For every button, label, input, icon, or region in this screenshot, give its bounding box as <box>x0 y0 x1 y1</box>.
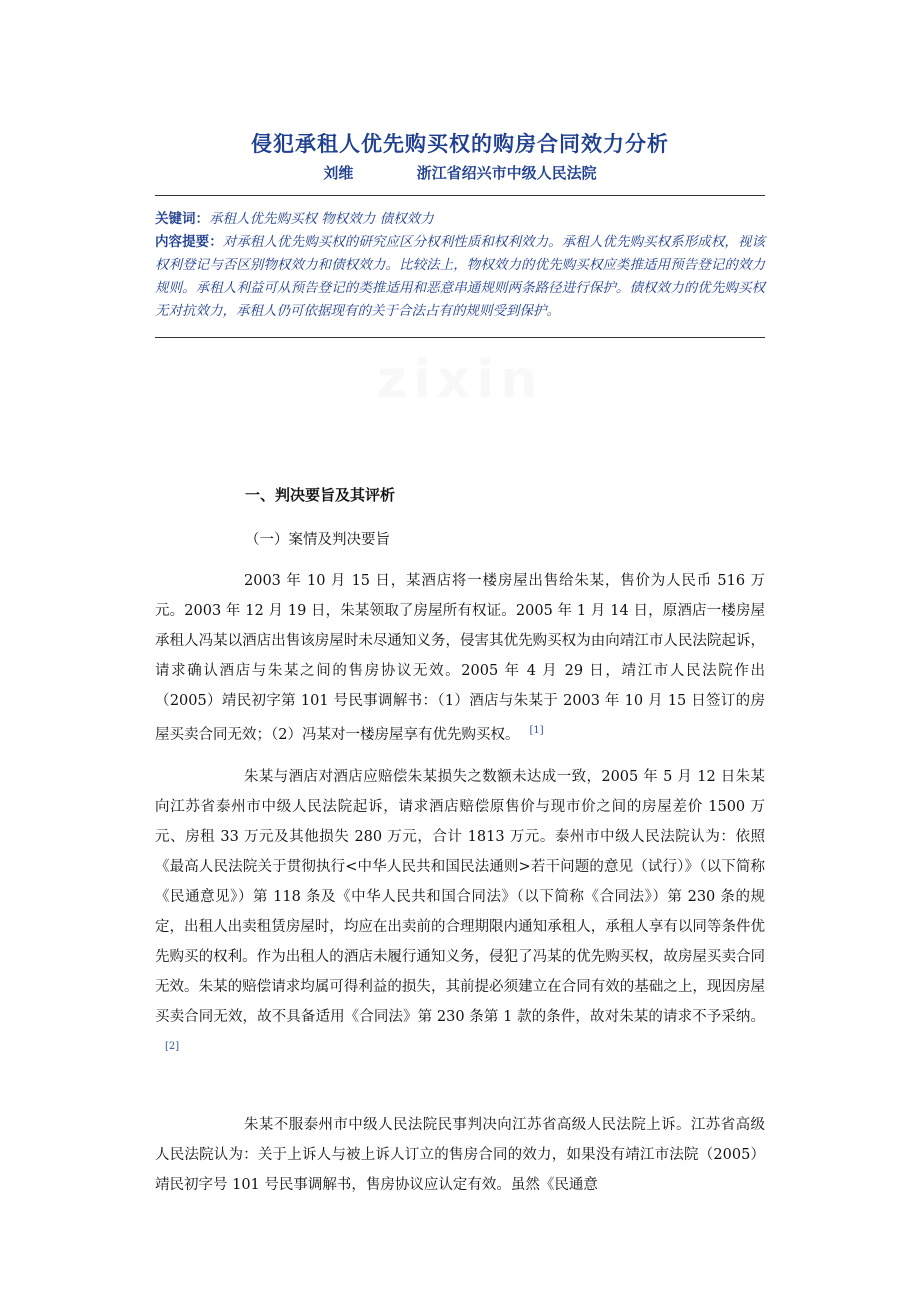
body-paragraph-1 <box>155 566 765 750</box>
subsection-heading: （一）案情及判决要旨 <box>245 532 390 548</box>
summary-label: 内容提要： <box>155 234 223 250</box>
document-title: 侵犯承租人优先购买权的购房合同效力分析 <box>251 132 669 156</box>
section-heading: 一、判决要旨及其评析 <box>245 486 396 504</box>
paragraph-2-text: 朱某与酒店对酒店应赔偿朱某损失之数额未达成一致，2005 年 5 月 12 日朱某向江苏省泰州市中级人民法院起诉，请求酒店赔偿原售价与现市价之间的房屋差价 1500 万元、房租 33 万元及其他损失 280 万元，合计 1813 万元。泰州市中级人民法院认为：依照《最高人民法院关于贯彻执行<中华人民共和国民法通则>若干问题的意见（试行）》（以下简称《民通意见》）第 118 条及《中华人民共和国合同法》（以下简称《合同法》）第 230 条的规定，出租人出卖租赁房屋时，均应在出卖前的合理期限内通知承租人，承租人享有以同等条件优先购买的权利。作为出租人的酒店未履行通知义务，侵犯了冯某的优先购买权，故房屋买卖合同无效。朱某的赔偿请求均属可得利益的损失，其前提必须建立在合同有效的基础之上，现因房屋买卖合同无效，故不具备适用《合同法》第 230 条第 1 款的条件，故对朱某的请求不予采纳。 <box>155 769 765 1025</box>
byline <box>155 162 765 183</box>
body-paragraph-2 <box>155 762 765 1066</box>
paragraph-3-text: 朱某不服泰州市中级人民法院民事判决向江苏省高级人民法院上诉。江苏省高级人民法院认为：关于上诉人与被上诉人订立的售房合同的效力，如果没有靖江市法院（2005）靖民初字号 101 号民事调解书，售房协议应认定有效。虽然《民通意 <box>155 1117 765 1193</box>
watermark: zixin <box>376 350 544 410</box>
abstract-top-rule <box>155 195 765 196</box>
keywords-line <box>155 208 765 231</box>
body-paragraph-3 <box>155 1110 765 1200</box>
summary-paragraph <box>155 231 765 323</box>
footnote-ref-1[interactable]: [1] <box>529 725 544 736</box>
footnote-ref-2[interactable]: [2] <box>165 1041 180 1052</box>
keywords-text: 承租人优先购买权 物权效力 债权效力 <box>209 211 434 227</box>
abstract-bottom-rule <box>155 337 765 338</box>
summary-text: 对承租人优先购买权的研究应区分权利性质和权利效力。承租人优先购买权系形成权，视该权利登记与否区别物权效力和债权效力。比较法上，物权效力的优先购买权应类推适用预告登记的效力规则。承租人利益可从预告登记的类推适用和恶意串通规则两条路径进行保护。债权效力的优先购买权无对抗效力，承租人仍可依据现有的关于合法占有的规则受到保护。 <box>155 234 766 319</box>
author-name: 刘维 <box>323 164 354 182</box>
author-affiliation: 浙江省绍兴市中级人民法院 <box>416 164 597 182</box>
paragraph-1-text: 2003 年 10 月 15 日，某酒店将一楼房屋出售给朱某，售价为人民币 516 万元。2003 年 12 月 19 日，朱某领取了房屋所有权证。2005 年 1 月 14 日，原酒店一楼房屋承租人冯某以酒店出售该房屋时未尽通知义务，侵害其优先购买权为由向靖江市人民法院起诉，请求确认酒店与朱某之间的售房协议无效。2005 年 4 月 29 日，靖江市人民法院作出（2005）靖民初字第 101 号民事调解书：（1）酒店与朱某于 2003 年 10 月 15 日签订的房屋买卖合同无效；（2）冯某对一楼房屋享有优先购买权。 <box>155 573 765 743</box>
keywords-label: 关键词： <box>155 211 209 227</box>
abstract-block <box>155 208 765 323</box>
